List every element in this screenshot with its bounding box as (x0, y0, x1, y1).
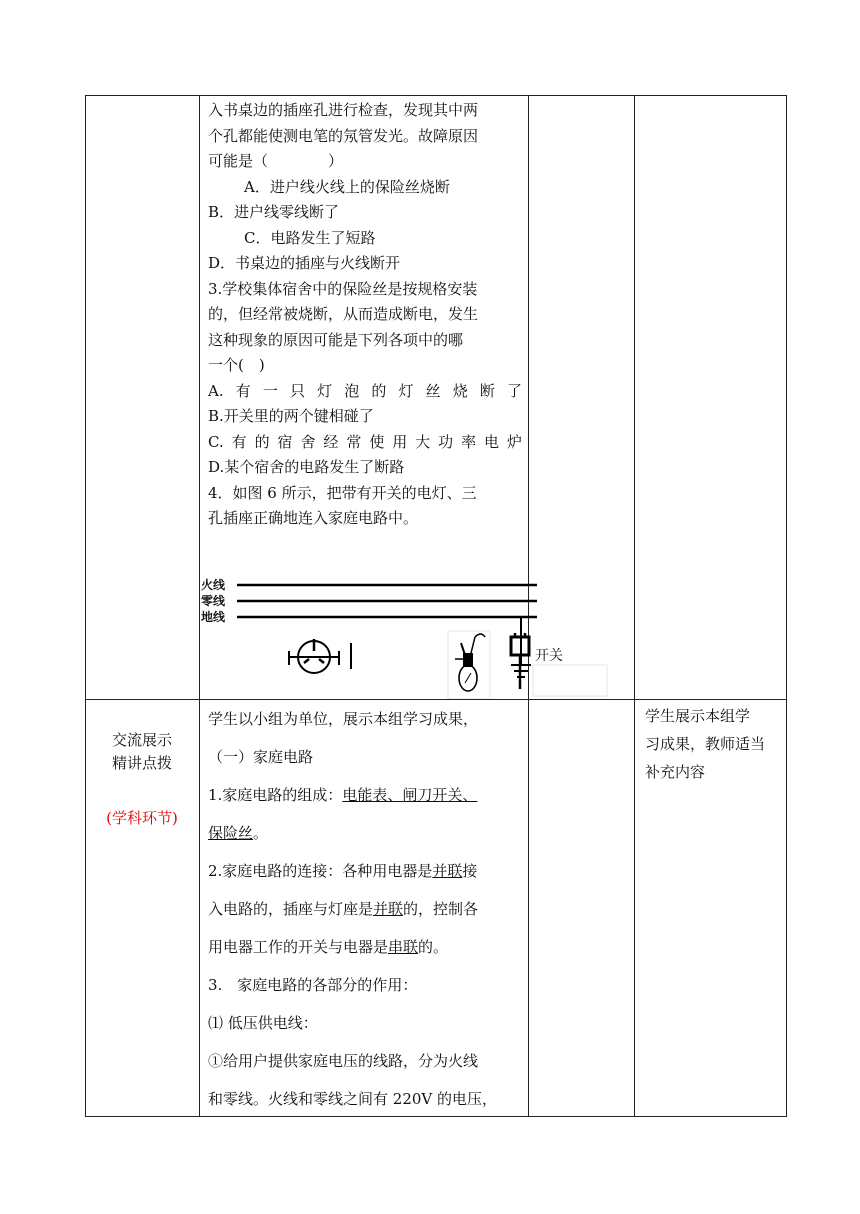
ground-wire-label: 地线 (201, 610, 226, 624)
lesson-body (208, 700, 528, 1118)
q3-option-d: D.某个宿舍的电路发生了断路 (208, 458, 405, 476)
q2-option-a: A．进户线火线上的保险丝烧断 (244, 177, 450, 196)
item2-line: 2.家庭电路的连接：各种用电器是并联接 (208, 862, 478, 880)
answer-blank: 并联 (373, 900, 404, 918)
circuit-diagram-svg (199, 573, 619, 699)
q4-line: 4．如图 6 所示，把带有开关的电灯、三 (208, 483, 477, 502)
switch-label: 开关 (535, 648, 563, 664)
col-border-right (786, 95, 787, 1117)
intro-line: 学生以小组为单位，展示本组学习成果， (208, 710, 479, 728)
stage-label-line1: 交流展示 (111, 731, 172, 749)
q2-option-b: B．进户线零线断了 (208, 203, 340, 221)
item3-detail: 和零线。火线和零线之间有 220V 的电压， (208, 1090, 498, 1108)
q3-option-a: A.有一只灯泡的灯丝烧断了 (208, 381, 522, 400)
neutral-wire-label: 零线 (201, 594, 226, 608)
activity-note (645, 702, 781, 786)
lesson-table (85, 95, 787, 1117)
question-line: 个孔都能使测电笔的氖管发光。故障原因 (208, 126, 479, 145)
q3-line: 一个( ) (208, 356, 265, 374)
item1-line2: 保险丝。 (208, 824, 269, 842)
item1-line: 1.家庭电路的组成：电能表、闸刀开关、 (208, 786, 478, 804)
stage-label (85, 729, 199, 830)
answer-blank: 保险丝 (208, 824, 254, 842)
answer-blank: 串联 (388, 938, 419, 956)
circuit-figure (199, 573, 619, 699)
q3-line: 的，但经常被烧断，从而造成断电，发生 (208, 305, 479, 323)
answer-blank: 并联 (432, 862, 463, 880)
q2-option-d: D．书桌边的插座与火线断开 (208, 254, 401, 272)
item2-line3: 用电器工作的开关与电器是串联的。 (208, 938, 449, 956)
lamp-icon (448, 631, 490, 699)
q3-option-b: B.开关里的两个键相碰了 (208, 407, 374, 425)
item3-sub: ⑴ 低压供电线： (208, 1014, 318, 1032)
col-border-left (85, 95, 86, 1117)
q3-line: 3.学校集体宿舍中的保险丝是按规格安装 (208, 279, 478, 298)
item2-line2: 入电路的，插座与灯座是并联的，控制各 (208, 900, 479, 918)
q3-option-c: C.有的宿舍经常使用大功率电炉 (208, 432, 522, 451)
item3-line: 3. 家庭电路的各部分的作用： (208, 976, 418, 994)
item3-detail: ①给用户提供家庭电压的线路，分为火线 (208, 1052, 479, 1070)
section-heading: （一）家庭电路 (208, 748, 314, 766)
question-line: 可能是（ ） (208, 152, 344, 170)
stage-label-line2: 精讲点拨 (111, 754, 172, 772)
activity-note-line: 习成果，教师适当 (645, 735, 766, 753)
socket-icon (289, 639, 351, 673)
activity-note-line: 补充内容 (645, 763, 706, 781)
col-divider-3 (634, 95, 635, 1117)
q4-line: 孔插座正确地连入家庭电路中。 (208, 509, 419, 527)
answer-blank: 电能表、闸刀开关、 (342, 786, 478, 804)
activity-note-line: 学生展示本组学 (645, 707, 751, 725)
question-line: 入书桌边的插座孔进行检查，发现其中两 (208, 101, 479, 119)
stage-label-note: (学科环节) (106, 809, 178, 827)
question-block (208, 98, 522, 532)
q2-option-c: C．电路发生了短路 (244, 228, 376, 247)
live-wire-label: 火线 (201, 578, 226, 592)
table-top-border (85, 95, 787, 96)
q3-line: 这种现象的原因可能是下列各项中的哪 (208, 330, 464, 349)
